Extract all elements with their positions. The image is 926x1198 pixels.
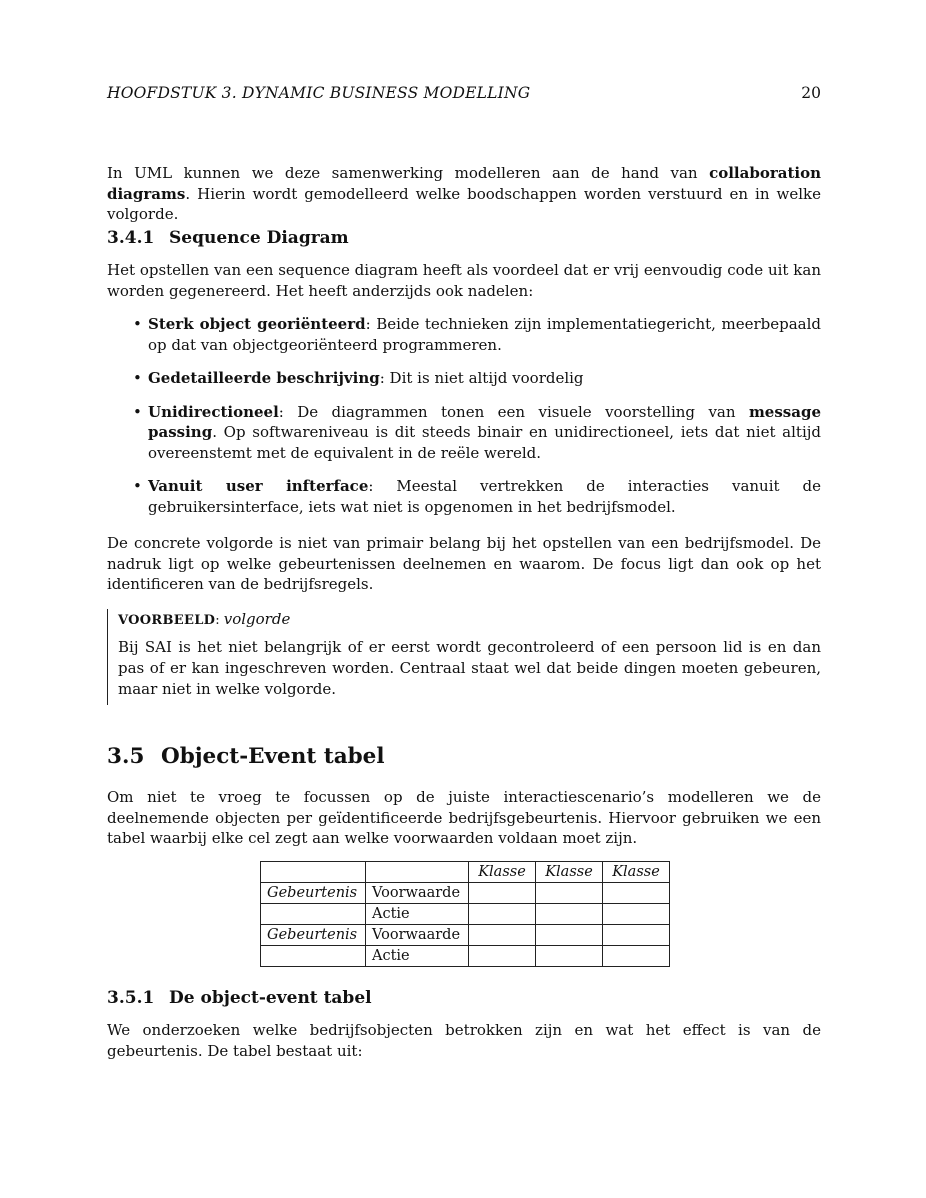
table-cell: [536, 946, 603, 967]
list-item: [107, 476, 821, 517]
object-event-table-paragraph: [107, 1020, 821, 1061]
table-row: [261, 925, 670, 946]
table-row: [261, 883, 670, 904]
example-heading: [118, 609, 821, 631]
section-number: 3.5: [107, 744, 145, 769]
intro-bold-term: collaboration diagrams: [107, 164, 821, 203]
list-term-inline: message passing: [148, 402, 821, 441]
object-event-paragraph: [107, 787, 821, 849]
ordering-paragraph: [107, 533, 821, 595]
table-cell: Voorwaarde: [366, 925, 469, 946]
subsection-number: 3.4.1: [107, 228, 155, 248]
table-cell: Actie: [366, 904, 469, 925]
table-cell: Gebeurtenis: [261, 883, 366, 904]
example-separator: :: [215, 613, 224, 628]
table-row: [261, 946, 670, 967]
example-keyword: VOORBEELD: [118, 613, 216, 628]
list-item: [107, 368, 821, 389]
table-cell: [603, 925, 670, 946]
intro-text-a: In UML kunnen we deze samenwerking modelleren aan de hand van: [107, 164, 710, 182]
chapter-title: HOOFDSTUK 3. DYNAMIC BUSINESS MODELLING: [107, 84, 531, 102]
list-term: Gedetailleerde beschrijving: [148, 369, 380, 387]
table-cell: [536, 925, 603, 946]
example-title: volgorde: [223, 610, 291, 628]
bullet-glyph: •: [133, 315, 142, 333]
list-term: Vanuit user infterface: [148, 477, 369, 495]
table-header-row: [261, 862, 670, 883]
subsection-heading-3-4-1: [107, 228, 349, 248]
table-cell: [536, 883, 603, 904]
table-cell: [603, 883, 670, 904]
subsection-number: 3.5.1: [107, 988, 155, 1008]
intro-paragraph: [107, 163, 821, 225]
example-text: Bij SAI is het niet belangrijk of er eerst wordt gecontroleerd of een persoon lid is en dan pas of er kan ingeschreven worden. Centraal staat wel dat beide dingen moeten gebeuren, maar niet in welke volgorde.: [118, 638, 821, 698]
bullet-glyph: •: [133, 369, 142, 387]
table-cell: Gebeurtenis: [261, 925, 366, 946]
table-cell: [261, 904, 366, 925]
subsection-title: Sequence Diagram: [169, 228, 349, 248]
table-cell: [261, 946, 366, 967]
table-header-klasse: Klasse: [603, 862, 670, 883]
paragraph-text: Het opstellen van een sequence diagram heeft als voordeel dat er vrij eenvoudig code uit kan worden gegenereerd. Het heeft anderzijds ook nadelen:: [107, 261, 821, 300]
list-item: [107, 314, 821, 355]
table-cell: Actie: [366, 946, 469, 967]
paragraph-text: Om niet te vroeg te focussen op de juiste interactiescenario’s modelleren we de deelnemende objecten per geïdentificeerde bedrijfsgebeurtenis. Hiervoor gebruiken we een tabel waarbij elke cel zegt aan welke voorwaarden voldaan moet zijn.: [107, 788, 821, 847]
running-header: [107, 84, 821, 106]
page-number: 20: [801, 84, 821, 102]
table-row: [261, 904, 670, 925]
list-item: [107, 402, 821, 464]
table-cell: [469, 883, 536, 904]
sequence-diagram-paragraph: [107, 260, 821, 301]
list-term: Unidirectioneel: [148, 402, 279, 421]
table-cell: [261, 862, 366, 883]
subsection-title: De object-event tabel: [169, 988, 372, 1008]
section-title: Object-Event tabel: [161, 744, 385, 769]
table-cell: [469, 904, 536, 925]
list-text: : Beide technieken zijn implementatiegericht, meerbepaald op dat van objectgeoriënteerd programmeren.: [148, 315, 821, 354]
table-cell: [536, 904, 603, 925]
bullet-glyph: •: [133, 477, 142, 495]
list-text-tail: . Op softwareniveau is dit steeds binair en unidirectioneel, iets dat niet altijd overeenstemt met de equivalent in de reële wereld.: [148, 423, 821, 462]
section-heading-3-5: [107, 744, 385, 769]
table-header-klasse: Klasse: [536, 862, 603, 883]
paragraph-text: We onderzoeken welke bedrijfsobjecten betrokken zijn en wat het effect is van de gebeurtenis. De tabel bestaat uit:: [107, 1021, 821, 1060]
table-cell: [603, 904, 670, 925]
subsection-heading-3-5-1: [107, 988, 372, 1008]
object-event-table: [260, 861, 670, 967]
list-text: : De diagrammen tonen een visuele voorstelling van: [278, 402, 749, 421]
table-cell: [366, 862, 469, 883]
table-cell: Voorwaarde: [366, 883, 469, 904]
list-text: : Dit is niet altijd voordelig: [379, 369, 584, 387]
table-cell: [603, 946, 670, 967]
example-box: [107, 609, 821, 705]
drawbacks-list: [107, 314, 821, 530]
paragraph-text: De concrete volgorde is niet van primair belang bij het opstellen van een bedrijfsmodel. De nadruk ligt op welke gebeurtenissen deelnemen en waarom. De focus ligt dan ook op het identificeren van de bedrijfsregels.: [107, 534, 821, 593]
table-cell: [469, 946, 536, 967]
table-cell: [469, 925, 536, 946]
list-text: : Meestal vertrekken de interacties vanuit de gebruikersinterface, iets wat niet is opgenomen in het bedrijfsmodel.: [148, 477, 821, 516]
list-term: Sterk object georiënteerd: [148, 315, 366, 333]
bullet-glyph: •: [133, 402, 142, 421]
table-header-klasse: Klasse: [469, 862, 536, 883]
intro-text-b: . Hierin wordt gemodelleerd welke boodschappen worden verstuurd en in welke volgorde.: [107, 184, 821, 223]
